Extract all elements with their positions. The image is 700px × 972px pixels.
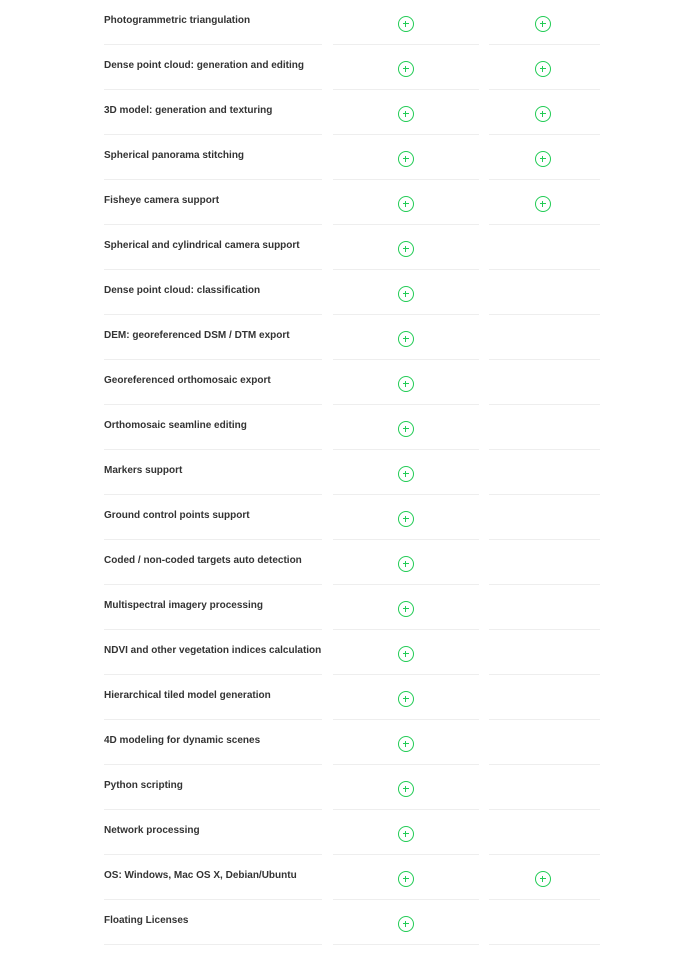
feature-label: Floating Licenses <box>104 915 189 926</box>
feature-cell <box>104 135 322 180</box>
feature-cell <box>104 810 322 855</box>
pro-edition-cell <box>333 0 479 45</box>
standard-edition-cell <box>489 855 600 900</box>
feature-label: Fisheye camera support <box>104 195 220 206</box>
feature-label: Spherical and cylindrical camera support <box>104 240 300 251</box>
feature-label: Dense point cloud: generation and editing <box>104 60 305 71</box>
feature-label: Coded / non-coded targets auto detection <box>104 555 302 566</box>
plus-circle-icon <box>398 601 414 617</box>
standard-edition-cell <box>489 360 600 405</box>
plus-circle-icon <box>398 466 414 482</box>
plus-circle-icon <box>398 646 414 662</box>
feature-label: Python scripting <box>104 780 183 791</box>
standard-edition-cell <box>489 225 600 270</box>
plus-circle-icon <box>535 16 551 32</box>
feature-cell <box>104 360 322 405</box>
plus-circle-icon <box>398 196 414 212</box>
standard-edition-cell <box>489 270 600 315</box>
pro-edition-cell <box>333 675 479 720</box>
pro-edition-cell <box>333 720 479 765</box>
feature-cell <box>104 585 322 630</box>
table-row <box>0 270 700 315</box>
plus-circle-icon <box>398 871 414 887</box>
feature-cell <box>104 900 322 945</box>
feature-label: Markers support <box>104 465 183 476</box>
table-row <box>0 135 700 180</box>
table-row <box>0 765 700 810</box>
pro-edition-cell <box>333 135 479 180</box>
feature-cell <box>104 720 322 765</box>
feature-cell <box>104 270 322 315</box>
pro-edition-cell <box>333 855 479 900</box>
feature-cell <box>104 0 322 45</box>
pro-edition-cell <box>333 765 479 810</box>
table-row <box>0 675 700 720</box>
pro-edition-cell <box>333 585 479 630</box>
pro-edition-cell <box>333 495 479 540</box>
feature-label: Photogrammetric triangulation <box>104 15 251 26</box>
standard-edition-cell <box>489 495 600 540</box>
standard-edition-cell <box>489 810 600 855</box>
feature-cell <box>104 765 322 810</box>
feature-cell <box>104 90 322 135</box>
standard-edition-cell <box>489 900 600 945</box>
table-row <box>0 855 700 900</box>
pro-edition-cell <box>333 45 479 90</box>
plus-circle-icon <box>398 421 414 437</box>
plus-circle-icon <box>535 871 551 887</box>
standard-edition-cell <box>489 180 600 225</box>
feature-label: OS: Windows, Mac OS X, Debian/Ubuntu <box>104 870 297 881</box>
table-row <box>0 900 700 945</box>
table-row <box>0 540 700 585</box>
feature-cell <box>104 315 322 360</box>
table-row <box>0 180 700 225</box>
feature-label: Dense point cloud: classification <box>104 285 261 296</box>
feature-label: Orthomosaic seamline editing <box>104 420 247 431</box>
feature-cell <box>104 450 322 495</box>
pro-edition-cell <box>333 450 479 495</box>
standard-edition-cell <box>489 675 600 720</box>
standard-edition-cell <box>489 720 600 765</box>
plus-circle-icon <box>398 106 414 122</box>
table-row <box>0 90 700 135</box>
table-row <box>0 360 700 405</box>
feature-cell <box>104 675 322 720</box>
feature-cell <box>104 45 322 90</box>
feature-label: Georeferenced orthomosaic export <box>104 375 271 386</box>
feature-cell <box>104 630 322 675</box>
plus-circle-icon <box>398 556 414 572</box>
pro-edition-cell <box>333 180 479 225</box>
pro-edition-cell <box>333 270 479 315</box>
table-row <box>0 630 700 675</box>
pro-edition-cell <box>333 90 479 135</box>
table-row <box>0 225 700 270</box>
table-row <box>0 450 700 495</box>
plus-circle-icon <box>398 331 414 347</box>
table-row <box>0 810 700 855</box>
plus-circle-icon <box>398 736 414 752</box>
table-row <box>0 45 700 90</box>
table-row <box>0 315 700 360</box>
feature-label: NDVI and other vegetation indices calculation <box>104 645 322 656</box>
plus-circle-icon <box>398 61 414 77</box>
feature-cell <box>104 405 322 450</box>
plus-circle-icon <box>398 916 414 932</box>
table-row <box>0 495 700 540</box>
standard-edition-cell <box>489 90 600 135</box>
standard-edition-cell <box>489 45 600 90</box>
plus-circle-icon <box>398 691 414 707</box>
table-row <box>0 405 700 450</box>
pro-edition-cell <box>333 225 479 270</box>
feature-cell <box>104 225 322 270</box>
plus-circle-icon <box>535 106 551 122</box>
feature-label: DEM: georeferenced DSM / DTM export <box>104 330 290 341</box>
table-row <box>0 720 700 765</box>
plus-circle-icon <box>398 781 414 797</box>
feature-label: Network processing <box>104 825 200 836</box>
plus-circle-icon <box>398 826 414 842</box>
table-row <box>0 0 700 45</box>
standard-edition-cell <box>489 630 600 675</box>
plus-circle-icon <box>398 16 414 32</box>
standard-edition-cell <box>489 0 600 45</box>
plus-circle-icon <box>398 286 414 302</box>
pro-edition-cell <box>333 810 479 855</box>
feature-cell <box>104 180 322 225</box>
plus-circle-icon <box>398 151 414 167</box>
feature-label: 3D model: generation and texturing <box>104 105 273 116</box>
plus-circle-icon <box>535 151 551 167</box>
feature-label: Hierarchical tiled model generation <box>104 690 271 701</box>
plus-circle-icon <box>398 241 414 257</box>
standard-edition-cell <box>489 315 600 360</box>
pro-edition-cell <box>333 315 479 360</box>
feature-label: Spherical panorama stitching <box>104 150 245 161</box>
feature-label: Multispectral imagery processing <box>104 600 263 611</box>
pro-edition-cell <box>333 630 479 675</box>
standard-edition-cell <box>489 405 600 450</box>
feature-cell <box>104 540 322 585</box>
table-row <box>0 585 700 630</box>
pro-edition-cell <box>333 900 479 945</box>
feature-cell <box>104 855 322 900</box>
feature-label: 4D modeling for dynamic scenes <box>104 735 261 746</box>
feature-cell <box>104 495 322 540</box>
feature-label: Ground control points support <box>104 510 250 521</box>
plus-circle-icon <box>398 376 414 392</box>
plus-circle-icon <box>535 61 551 77</box>
standard-edition-cell <box>489 135 600 180</box>
plus-circle-icon <box>535 196 551 212</box>
pro-edition-cell <box>333 405 479 450</box>
standard-edition-cell <box>489 450 600 495</box>
pro-edition-cell <box>333 540 479 585</box>
pro-edition-cell <box>333 360 479 405</box>
plus-circle-icon <box>398 511 414 527</box>
standard-edition-cell <box>489 765 600 810</box>
standard-edition-cell <box>489 540 600 585</box>
standard-edition-cell <box>489 585 600 630</box>
